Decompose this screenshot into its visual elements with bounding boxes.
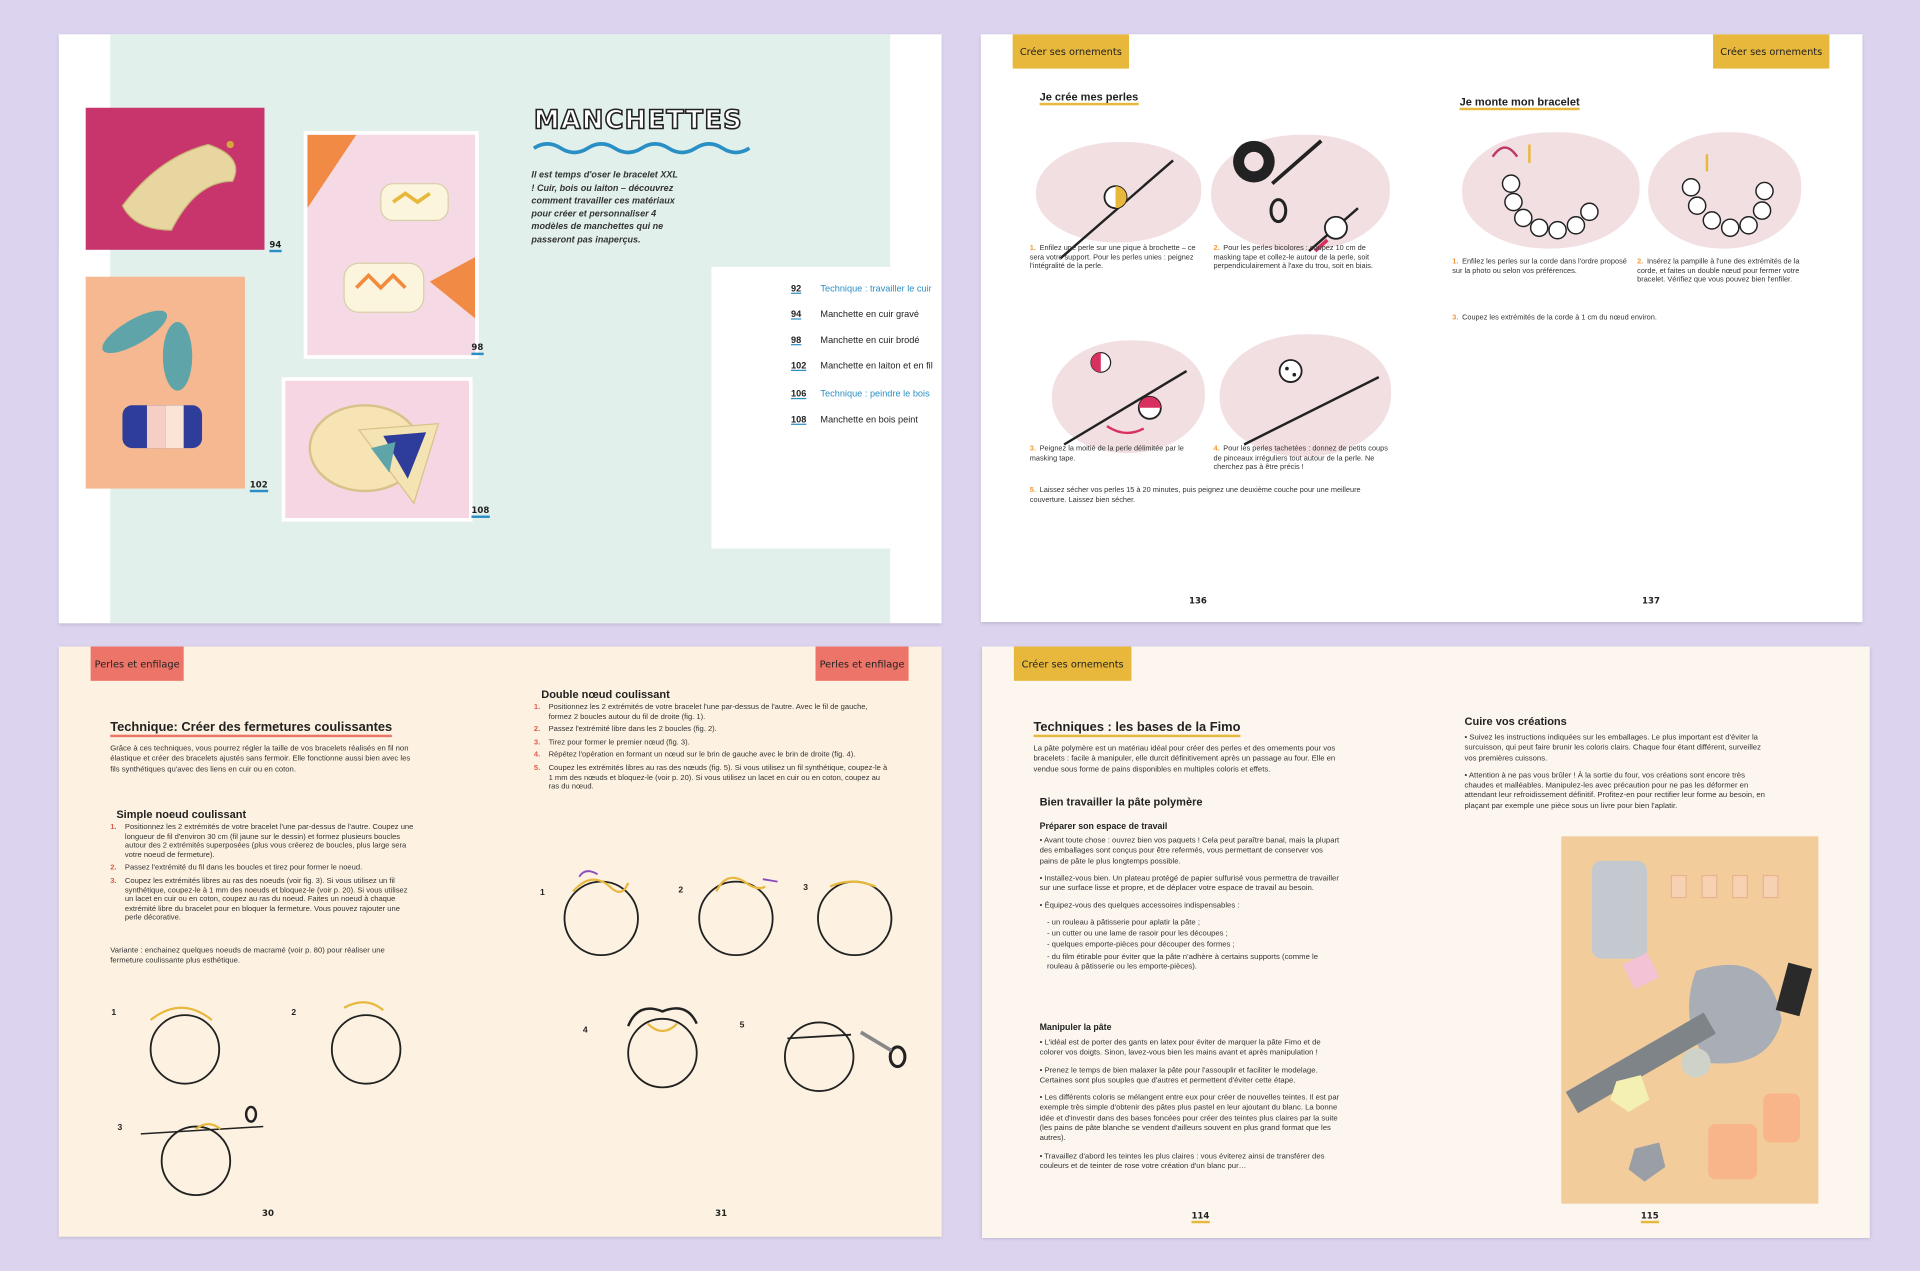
white-corner-left xyxy=(59,252,86,623)
wave-underline xyxy=(531,140,751,157)
toc-label: Manchette en laiton et en fil xyxy=(820,360,933,372)
preparer-list xyxy=(1040,836,1340,972)
cuff-gold-illustration xyxy=(86,108,265,250)
tape-scissors-icon xyxy=(1211,135,1390,257)
fig-label: 2 xyxy=(678,886,684,896)
toc-page: 98 xyxy=(791,334,802,346)
step-item: 3. Tirez pour former le premier nœud (fig. 3). xyxy=(533,738,690,747)
step-text: 4. Pour les perles tachetées : donnez de petits coups de pinceaux irréguliers tout autour de la perle. Ne cherchez pas à être précis ! xyxy=(1213,445,1388,472)
spread-manchettes xyxy=(59,34,942,623)
knot-figure-icon xyxy=(808,869,906,967)
toc-label: Manchette en bois peint xyxy=(820,413,918,425)
paragraph: • Prenez le temps de bien malaxer la pâte pour l'assouplir et faciliter le modelage. Certaines sont plus souples que d'autres et permettent d'éviter cette étape. xyxy=(1039,1066,1318,1085)
step-text: 3. Peignez la moitié de la perle délimitée par le masking tape. xyxy=(1029,445,1184,463)
bracelet-stringing-icon xyxy=(1462,132,1640,254)
double-steps-list xyxy=(534,703,889,796)
page-number: 136 xyxy=(1188,596,1207,607)
list-item: - quelques emporte-pièces pour découper des formes ; xyxy=(1046,940,1235,950)
section-title: Technique: Créer des fermetures coulissantes xyxy=(110,720,392,737)
list-item: - du film étirable pour éviter que la pâte n'adhère à certains supports (comme le rouleau à pâtisserie ou les emporte-pièces). xyxy=(1046,952,1319,971)
section-tag: Créer ses ornements xyxy=(1014,647,1132,681)
step-text: 3. Coupez les extrémités de la corde à 1 cm du nœud environ. xyxy=(1452,314,1657,323)
simple-steps-list xyxy=(110,823,416,927)
photo-label: 94 xyxy=(269,240,281,252)
knot-figure-icon xyxy=(613,1002,711,1100)
step-text: 1. Enfilez les perles sur la corde dans l'ordre proposé sur la photo ou selon vos préférences. xyxy=(1452,258,1627,276)
intro-text: Il est temps d'oser le bracelet XXL ! Cuir, bois ou laiton – découvrez comment travailler ces matériaux pour créer et personnaliser 4 modèles de manchettes qui ne passeront pas inaperçus. xyxy=(531,168,678,245)
photo-cuff-embroidered xyxy=(304,131,479,359)
toc-page: 102 xyxy=(791,360,807,372)
spread-fimo xyxy=(982,647,1870,1238)
toc-label: Technique : travailler le cuir xyxy=(820,282,932,294)
half-painted-bead-icon xyxy=(1052,340,1205,462)
photo-label: 98 xyxy=(471,343,483,355)
spread-perles xyxy=(981,34,1863,622)
section-tag: Créer ses ornements xyxy=(1713,34,1829,68)
toc-label: Technique : peindre le bois xyxy=(820,388,930,400)
toc-page: 94 xyxy=(791,308,802,320)
toc-page: 92 xyxy=(791,282,802,294)
page-number: 114 xyxy=(1191,1211,1209,1223)
section-heading: Je crée mes perles xyxy=(1040,91,1139,106)
fimo-tools-illustration xyxy=(1561,836,1818,1203)
paragraph: • Attention à ne pas vous brûler ! À la sortie du four, vos créations sont encore très chaudes et malléables. Manipulez-les avec précaution pour ne pas les déformer en attendant leur refroidissement définitif. Profitez-en pour rectifier leur forme au besoin, en plaçant par exemple une pièce sous un livre pour bien l'aplatir. xyxy=(1464,771,1765,811)
cuff-wood-illustration xyxy=(285,381,469,518)
paragraph: • Installez-vous bien. Un plateau protégé de papier sulfurisé vous permettra de travailler sur une surface lisse et propre, et de déplacer votre espace de travail au besoin. xyxy=(1039,874,1339,893)
paragraph: • Avant toute chose : ouvrez bien vos paquets ! Cela peut paraître banal, mais la plupart des emballages sont conçus pour être refermés, vous permettant de conserver vos pains de pâte le plus longtemps possible. xyxy=(1039,836,1340,866)
step-text: 5. Laissez sécher vos perles 15 à 20 minutes, puis peignez une deuxième couche pour une meilleure couverture. Laissez bien sécher. xyxy=(1029,487,1361,504)
toc-item[interactable] xyxy=(791,414,918,425)
speckled-bead-icon xyxy=(1220,334,1391,456)
step-item: 5. Coupez les extrémités libres au ras des nœuds (fig. 5). Si vous utilisez un fil synthétique, coupez-le à 1 mm des nœuds et bloquez-le (voir p. 20). Si vous utilisez un lacet en cuir ou en coton, coupez au ras du nœud. xyxy=(533,764,888,792)
cuire-list xyxy=(1465,733,1771,811)
toc-label: Manchette en cuir brodé xyxy=(820,334,920,346)
knot-figure-icon xyxy=(555,864,653,962)
fig-label: 1 xyxy=(111,1008,117,1018)
fig-label: 3 xyxy=(117,1124,123,1133)
variante-text: Variante : enchainez quelques noeuds de macramé (voir p. 80) pour réaliser une fermeture coulissante plus esthétique. xyxy=(110,946,385,966)
fig-label: 1 xyxy=(540,888,545,898)
page-number: 30 xyxy=(262,1208,274,1219)
paragraph: • Suivez les instructions indiquées sur les emballages. Le plus important est d'éviter la surcuisson, qui peut faire brunir les coloris clairs. Chaque four étant différent, surveillez vos premières cuissons. xyxy=(1464,733,1761,763)
page-number: 115 xyxy=(1641,1211,1659,1223)
paragraph: • Travaillez d'abord les teintes les plus claires : vous éviterez ainsi de transférer des couleurs et de teinter de rose votre création d'un blanc pur… xyxy=(1039,1151,1325,1171)
section-tag: Perles et enfilage xyxy=(816,647,909,681)
section-tag: Perles et enfilage xyxy=(91,647,184,681)
step-text: 2. Insérez la pampille à l'une des extrémités de la corde, et faites un double nœud pour fermer votre bracelet. Vérifiez que vous pouvez bien l'enfiler. xyxy=(1637,258,1800,285)
minor-heading: Manipuler la pâte xyxy=(1039,1021,1112,1033)
step-item: 3. Coupez les extrémités libres au ras des noeuds (voir fig. 3). Si vous utilisez un fil synthétique, coupez-le à 1 mm des noeuds et bloquez-le (voir p. 20). Si vous utilisez un lacet en cuir ou en coton, coupez au ras du noeud. Faites un noeud à chaque extrémité libre du bracelet pour en bloquer la fermeture. Vous pouvez rajouter une perle décorative. xyxy=(110,876,408,923)
intro-text: Grâce à ces techniques, vous pourrez régler la taille de vos bracelets réalisés en fil non élastique et créer des bracelets ajustés sans fermoir. Elle fonctionne aussi bien avec les fils synthétiques qu'avec des liens en cuir ou en coton. xyxy=(110,744,411,774)
fig-label: 3 xyxy=(803,884,809,893)
toc-item[interactable] xyxy=(791,388,930,399)
step-text: 2. Pour les perles bicolores : coupez 10 cm de masking tape et collez-le autour de la perle, soit perpendiculairement à l'axe du trou, soit en biais. xyxy=(1213,244,1373,271)
subheading: Simple noeud coulissant xyxy=(116,808,247,821)
step-text: 1. Enfilez une perle sur une pique à brochette – ce sera votre support. Pour les perles unies : peignez l'intégralité de la perle. xyxy=(1029,244,1196,271)
subheading: Cuire vos créations xyxy=(1464,715,1567,728)
page-number: 137 xyxy=(1642,596,1660,607)
intro-text: La pâte polymère est un matériau idéal pour créer des perles et des ornements pour vos bracelets : facile à manipuler, elle durcit définitivement après un passage au four. Elle en vendue sous forme de pains disponibles en multiples coloris et effets. xyxy=(1033,744,1336,774)
section-tag: Créer ses ornements xyxy=(1013,34,1129,68)
toc-item[interactable] xyxy=(791,360,933,371)
toc-page: 108 xyxy=(791,413,807,425)
simple-knot-icon xyxy=(138,996,236,1094)
photo-cuff-gold xyxy=(86,108,265,250)
bracelet-knot-icon xyxy=(1648,132,1801,254)
photo-fimo-tools xyxy=(1561,836,1818,1203)
knot-trim-icon xyxy=(135,1097,282,1207)
toc-item[interactable] xyxy=(791,283,932,294)
step-item: 4. Répétez l'opération en formant un nœud sur le brin de gauche avec le brin de droite (fig. 4). xyxy=(533,751,856,760)
step-item: 1. Positionnez les 2 extrémités de votre bracelet l'une par-dessus de l'autre. Coupez une longueur de fil d'environ 30 cm (fil jaune sur le dessin) et formez plusieurs boucles autour des 2 extrémités superposées (plus vous créerez de boucles, plus large sera votre noeud de fermeture). xyxy=(110,822,414,860)
list-item: - un cutter ou une lame de rasoir pour les découpes ; xyxy=(1046,929,1228,939)
toc-label: Manchette en cuir gravé xyxy=(820,308,919,320)
knot-scissors-icon xyxy=(775,1008,910,1106)
photo-cuff-brass xyxy=(86,277,245,489)
photo-cuff-wood xyxy=(282,377,473,521)
knot-figure-icon xyxy=(689,864,787,962)
cuff-embroidered-illustration xyxy=(307,135,475,355)
spread-fermetures xyxy=(59,647,942,1237)
fig-label: 5 xyxy=(739,1021,745,1030)
paragraph: • Les différents coloris se mélangent entre eux pour créer de nouvelles teintes. Il est par exemple très simple d'obtenir des pâtes plus pastel en leur ajoutant du blanc. La bonne idée et d'investir dans des bases foncées pour créer des teintes plus claires par la suite (les pains de pâte blanche se vendent d'ailleurs souvent en plus grand format que les autres). xyxy=(1039,1093,1340,1143)
subheading: Bien travailler la pâte polymère xyxy=(1039,795,1203,809)
fig-label: 2 xyxy=(291,1008,297,1018)
step-item: 2. Passez l'extrémité libre dans les 2 boucles (fig. 2). xyxy=(533,725,717,734)
paragraph: • Équipez-vous des quelques accessoires indispensables : xyxy=(1039,901,1240,911)
simple-knot-icon xyxy=(320,996,418,1094)
toc-page: 106 xyxy=(791,388,807,400)
toc-item[interactable] xyxy=(791,309,919,320)
step-item: 2. Passez l'extrémité du fil dans les boucles et tirez pour former le noeud. xyxy=(110,863,363,873)
manipuler-list xyxy=(1040,1038,1340,1172)
photo-label: 102 xyxy=(250,480,268,492)
page-number: 31 xyxy=(715,1208,728,1219)
subheading: Double nœud coulissant xyxy=(541,688,670,701)
fig-label: 4 xyxy=(582,1026,588,1035)
photo-label: 108 xyxy=(471,506,489,518)
page-title: MANCHETTES xyxy=(533,105,743,135)
toc-item[interactable] xyxy=(791,334,919,345)
step-item: 1. Positionnez les 2 extrémités de votre bracelet l'une par-dessus de l'autre. Avec le fil de gauche, formez 2 boucles autour du fil de droite (fig. 1). xyxy=(533,702,868,721)
section-title: Techniques : les bases de la Fimo xyxy=(1033,720,1240,737)
cuff-brass-illustration xyxy=(86,277,245,489)
section-heading: Je monte mon bracelet xyxy=(1460,96,1580,111)
minor-heading: Préparer son espace de travail xyxy=(1039,820,1168,832)
paragraph: • L'idéal est de porter des gants en latex pour éviter de marquer la pâte Fimo et de colorer vos doigts. Sinon, lavez-vous bien les mains avant et après manipulation ! xyxy=(1039,1038,1321,1058)
list-item: - un rouleau à pâtisserie pour aplatir la pâte ; xyxy=(1046,918,1200,927)
